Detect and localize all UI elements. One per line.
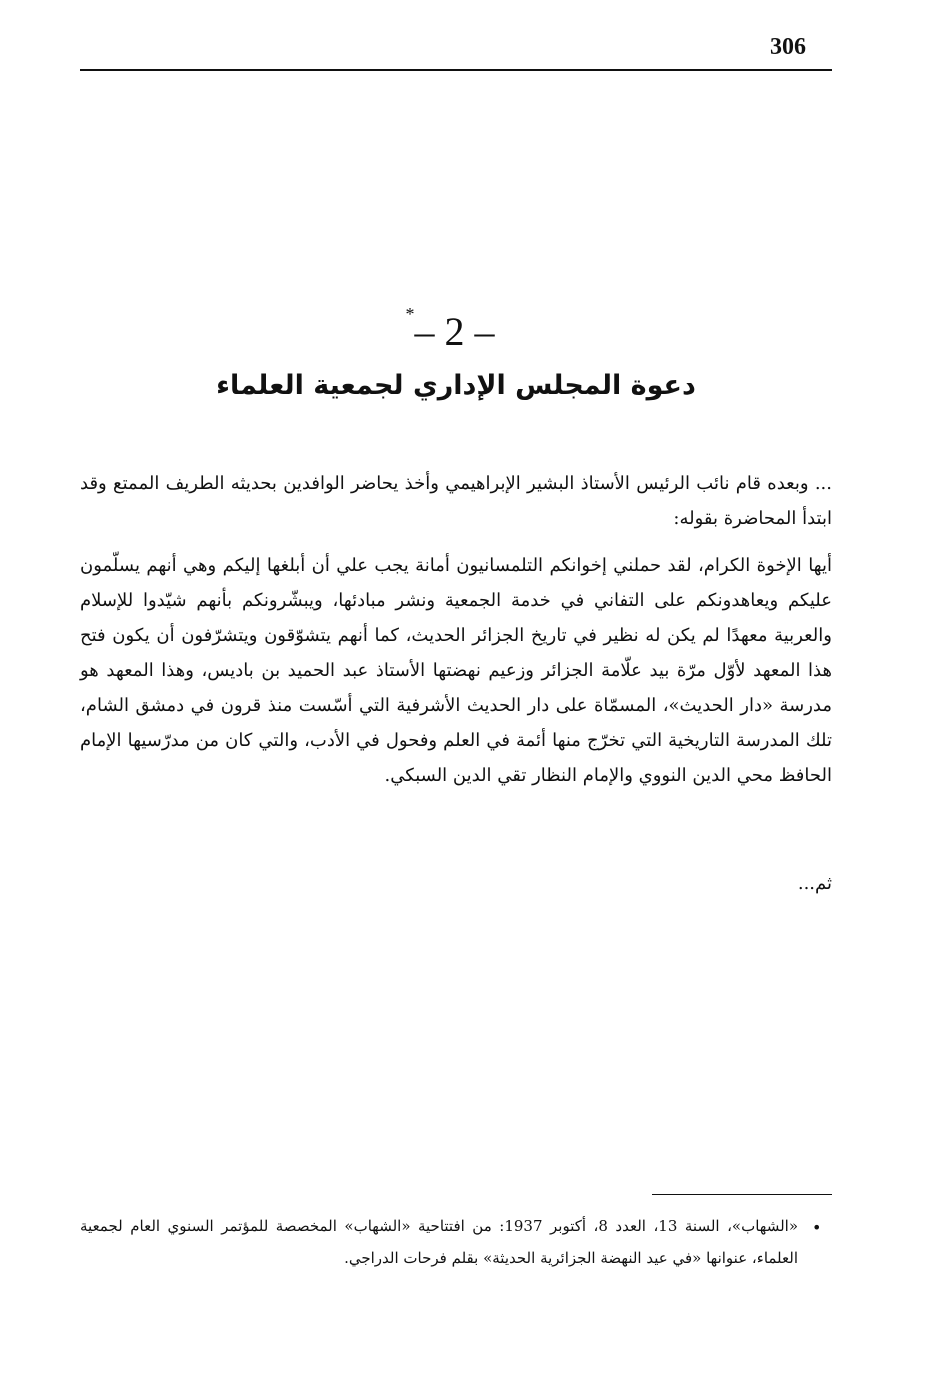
section-number-text: – 2 – xyxy=(414,309,495,354)
speech-paragraph: أيها الإخوة الكرام، لقد حملني إخوانكم التلمسانيون أمانة يجب علي أن أبلغها إليكم وهي أنهم يسلّمون عليكم ويعاهدونكم على التفاني في خدمة الجمعية ونشر مبادئها، ويبشّرونكم بأنهم شيّدوا للإسلام والعربية معهدًا لم يكن له نظير في تاريخ الجزائر الحديث، كما أنهم يتشوّقون ويتشرّفون أن يكون فتح هذا المعهد لأوّل مرّة بيد علّامة الجزائر وزعيم نهضتها الأستاذ عبد الحميد بن باديس، وهذا المعهد هو مدرسة «دار الحديث»، المسمّاة على دار الحديث الأشرفية التي أسّست منذ قرون في دمشق الشام، تلك المدرسة التاريخية التي تخرّج منها أئمة في العلم وفحول في الأدب، والتي كان من مدرّسيها الإمام الحافظ محي الدين النووي والإمام النظار تقي الدين السبكي. xyxy=(80,555,832,786)
section-title: دعوة المجلس الإداري لجمعية العلماء xyxy=(216,370,696,401)
footnote-rule xyxy=(652,1194,832,1195)
footnote-text: «الشهاب»، السنة 13، العدد 8، أكتوبر 1937: من افتتاحية «الشهاب» المخصصة للمؤتمر السنوي العام لجمعية العلماء، عنوانها «في عيد النهضة الجزائرية الحديثة» بقلم فرحات الدراجي. xyxy=(80,1217,798,1267)
page-number: 306 xyxy=(770,34,806,60)
footnote-bullet: • xyxy=(812,1218,822,1237)
section-footnote-marker: * xyxy=(405,304,415,324)
intro-paragraph: ... وبعده قام نائب الرئيس الأستاذ البشير الإبراهيمي وأخذ يحاضر الوافدين بحديثه الطريف الممتع وقد ابتدأ المحاضرة بقوله: xyxy=(80,473,832,529)
section-number xyxy=(380,304,520,355)
header-rule xyxy=(80,69,832,71)
closing-line: ثم... xyxy=(797,873,832,894)
